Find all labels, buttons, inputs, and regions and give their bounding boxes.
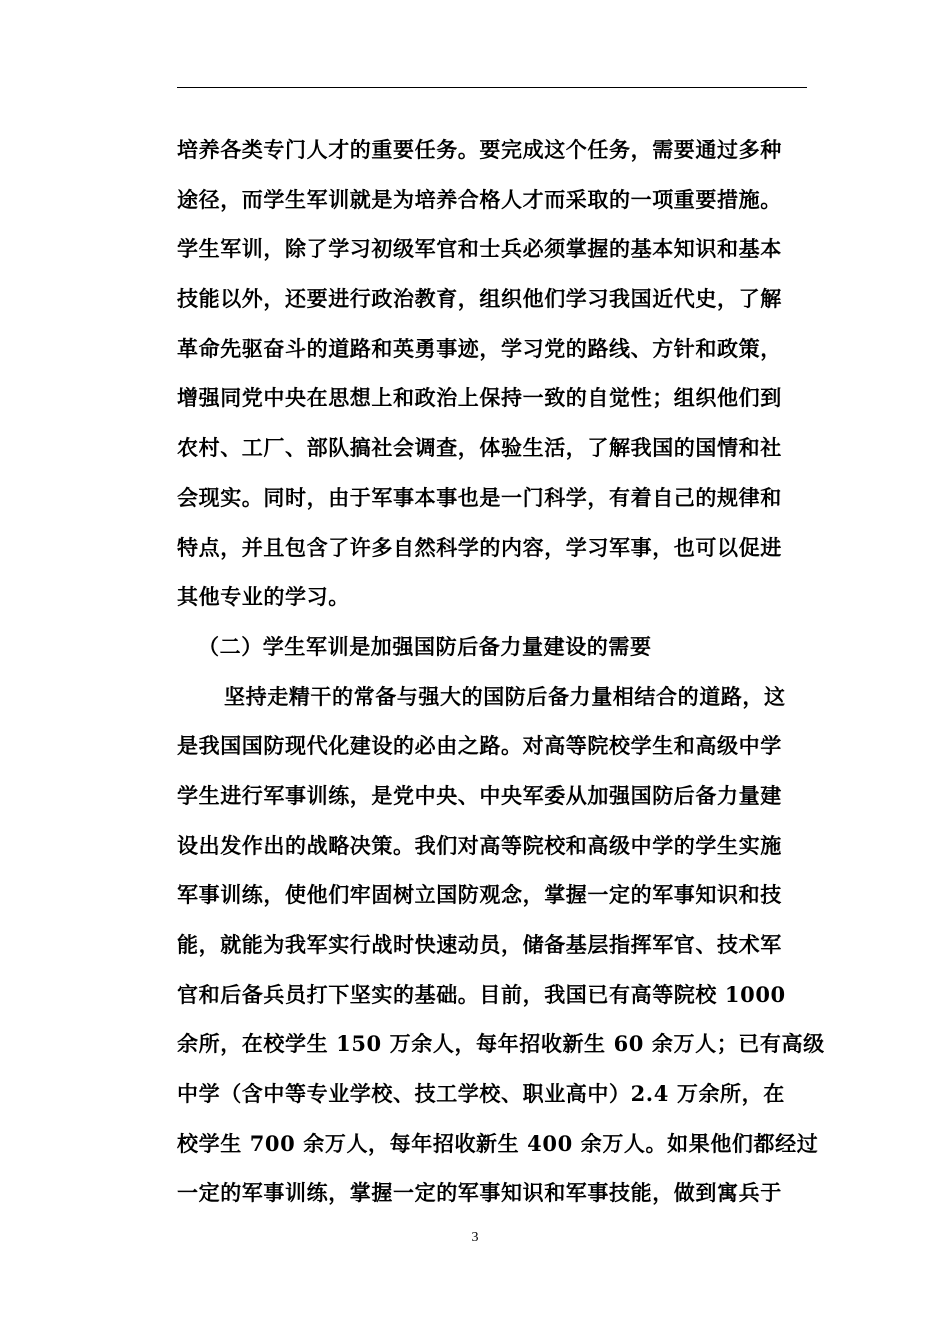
header-rule [177, 87, 807, 88]
text-line: 途径，而学生军训就是为培养合格人才而采取的一项重要措施。 [177, 186, 782, 212]
text-line: 农村、工厂、部队搞社会调查，体验生活，了解我国的国情和社 [177, 435, 782, 461]
text-line: 一定的军事训练，掌握一定的军事知识和军事技能，做到寓兵于 [177, 1180, 782, 1206]
text-line: 校学生 700 余万人，每年招收新生 400 余万人。如果他们都经过 [177, 1130, 819, 1156]
document-body [177, 125, 825, 1218]
text-line: 其他专业的学习。 [177, 584, 350, 610]
text-line: 能，就能为我军实行战时快速动员，储备基层指挥军官、技术军 [177, 932, 782, 957]
section-heading: （二）学生军训是加强国防后备力量建设的需要 [198, 633, 652, 659]
text-line: 学生进行军事训练，是党中央、中央军委从加强国防后备力量建 [177, 782, 782, 808]
text-line: 坚持走精干的常备与强大的国防后备力量相结合的道路，这 [224, 683, 786, 709]
text-line: 学生军训，除了学习初级军官和士兵必须掌握的基本知识和基本 [177, 236, 782, 262]
text-line: 设出发作出的战略决策。我们对高等院校和高级中学的学生实施 [177, 832, 782, 858]
text-line: 会现实。同时，由于军事本事也是一门科学，有着自己的规律和 [177, 484, 782, 510]
text-line: 余所，在校学生 150 万余人，每年招收新生 60 余万人；已有高级 [177, 1031, 825, 1057]
text-line: 技能以外，还要进行政治教育，组织他们学习我国近代史，了解 [177, 286, 782, 312]
text-line: 是我国国防现代化建设的必由之路。对高等院校学生和高级中学 [177, 733, 782, 759]
text-line: 特点，并且包含了许多自然科学的内容，学习军事，也可以促进 [177, 534, 782, 560]
text-line: 中学（含中等专业学校、技工学校、职业高中）2.4 万余所，在 [177, 1081, 785, 1107]
text-line: 增强同党中央在思想上和政治上保持一致的自觉性；组织他们到 [177, 385, 782, 411]
text-line: 革命先驱奋斗的道路和英勇事迹，学习党的路线、方针和政策， [177, 335, 782, 361]
page-number: 3 [471, 1230, 479, 1245]
text-line: 官和后备兵员打下坚实的基础。目前，我国已有高等院校 1000 [177, 981, 786, 1007]
text-line: 培养各类专门人才的重要任务。要完成这个任务，需要通过多种 [177, 137, 782, 162]
text-line: 军事训练，使他们牢固树立国防观念，掌握一定的军事知识和技 [177, 882, 782, 908]
